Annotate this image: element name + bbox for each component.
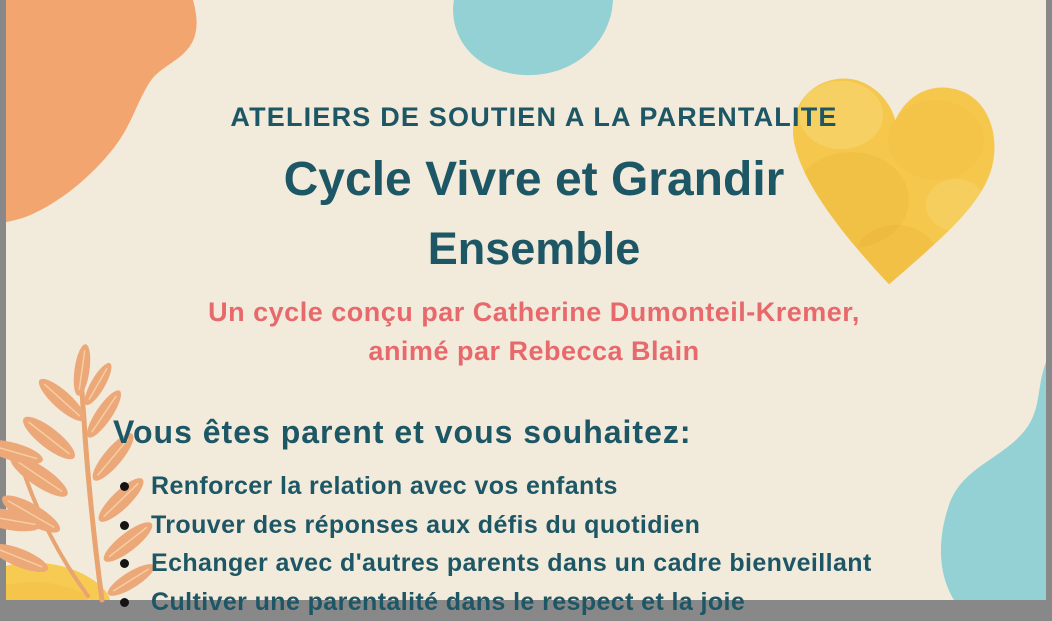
- poster-text-layer: [6, 0, 1046, 616]
- list-item: Echanger avec d'autres parents dans un cadre bienveillant: [113, 544, 872, 583]
- byline: [14, 293, 1052, 371]
- list-item: Cultiver une parentalité dans le respect et la joie: [113, 583, 872, 621]
- list-item: Trouver des réponses aux défis du quotidien: [113, 506, 872, 545]
- kicker-heading: ATELIERS DE SOUTIEN A LA PARENTALITE: [230, 102, 838, 132]
- section-heading: Vous êtes parent et vous souhaitez:: [113, 414, 692, 450]
- benefits-list: [113, 467, 872, 621]
- main-title: Cycle Vivre et Grandir: [283, 153, 785, 206]
- main-title-line2: Ensemble: [427, 223, 641, 274]
- list-item: Renforcer la relation avec vos enfants: [113, 467, 872, 506]
- byline-line1: Un cycle conçu par Catherine Dumonteil-Kremer,: [208, 297, 860, 327]
- byline-line2: animé par Rebecca Blain: [368, 336, 700, 366]
- poster-canvas: [6, 0, 1046, 616]
